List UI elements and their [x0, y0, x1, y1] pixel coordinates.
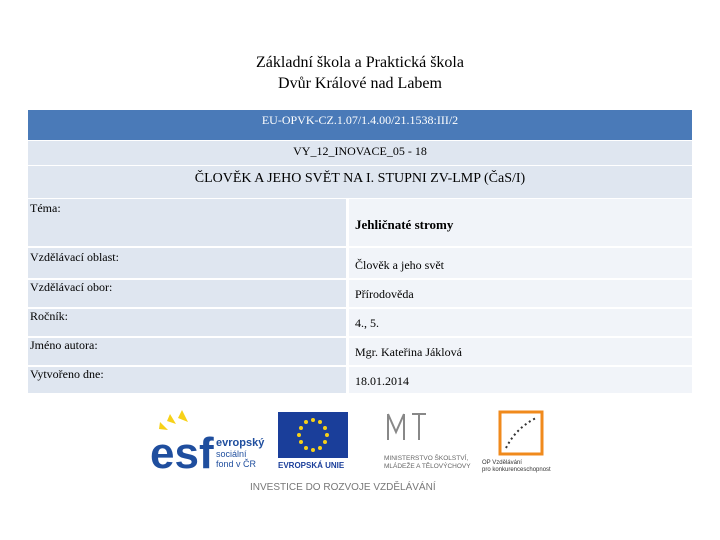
field-value-area: Člověk a jeho svět — [349, 248, 692, 278]
field-value-author: Mgr. Kateřina Jáklová — [349, 338, 692, 365]
field-label-area: Vzdělávací oblast: — [28, 248, 346, 278]
op-vk-arrow-icon — [506, 418, 536, 448]
field-value-subject: Přírodověda — [349, 280, 692, 307]
msmt-logo — [384, 414, 471, 470]
msmt-monogram-icon — [388, 414, 426, 440]
field-label-subject: Vzdělávací obor: — [28, 280, 346, 307]
msmt-line1: MINISTERSTVO ŠKOLSTVÍ, — [384, 455, 469, 462]
eu-flag-logo — [278, 412, 348, 470]
field-value-created: 18.01.2014 — [349, 367, 692, 393]
field-label-author: Jméno autora: — [28, 338, 346, 365]
tagline: INVESTICE DO ROZVOJE VZDĚLÁVÁNÍ — [250, 482, 436, 493]
op-line2: pro konkurenceschopnost — [482, 467, 551, 473]
school-name: Základní škola a Praktická škola — [256, 54, 464, 71]
esf-line1: evropský — [216, 437, 265, 449]
msmt-line2: MLÁDEŽE A TĚLOVÝCHOVY — [384, 463, 471, 470]
course-title: ČLOVĚK A JEHO SVĚT NA I. STUPNI ZV-LMP (ČaS/I) — [28, 166, 692, 198]
op-vk-logo — [482, 412, 551, 473]
project-code: EU-OPVK-CZ.1.07/1.4.00/21.1538:III/2 — [28, 110, 692, 140]
field-value-grade: 4., 5. — [349, 309, 692, 336]
field-label-created: Vytvořeno dne: — [28, 367, 346, 393]
field-value-topic: Jehličnaté stromy — [349, 199, 692, 246]
esf-line3: fond v ČR — [216, 459, 257, 469]
op-line1: OP Vzdělávání — [482, 460, 522, 466]
esf-wordmark: esf — [150, 429, 214, 478]
field-label-grade: Ročník: — [28, 309, 346, 336]
eu-funding-logo-strip — [0, 400, 720, 500]
esf-line2: sociální — [216, 449, 247, 459]
school-town: Dvůr Králové nad Labem — [278, 75, 442, 92]
esf-logo — [150, 410, 272, 478]
field-label-topic: Téma: — [28, 199, 346, 246]
eu-label: EVROPSKÁ UNIE — [278, 461, 345, 470]
material-code: VY_12_INOVACE_05 - 18 — [28, 141, 692, 165]
